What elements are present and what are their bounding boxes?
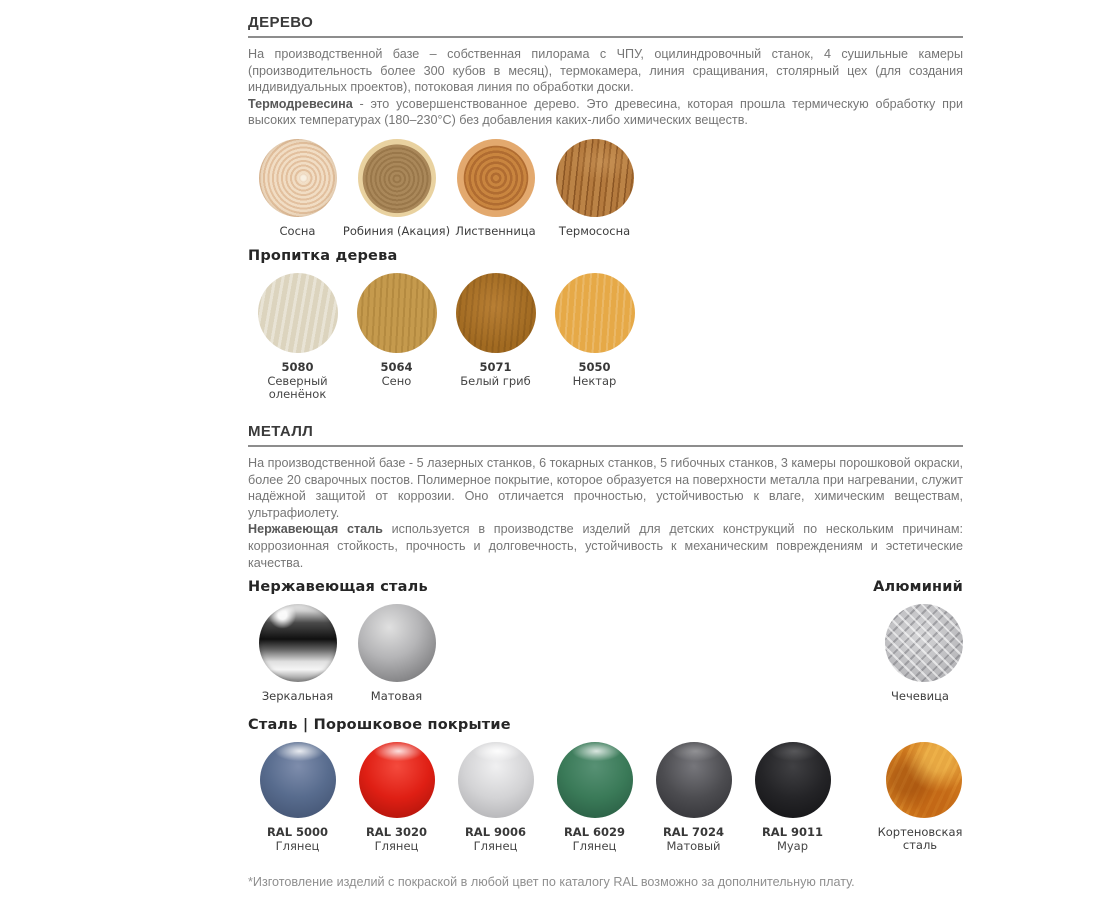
ral-6029-sample: [545, 742, 644, 853]
robinia-label: Робиния (Акация): [342, 223, 451, 238]
wood-intro-paragraph: [248, 46, 963, 96]
ral-9006-sample: [446, 742, 545, 853]
wood-section-title: ДЕРЕВО: [248, 14, 314, 31]
wood-sample-larch: [446, 139, 545, 238]
stain-5071-code: 5071: [479, 359, 512, 374]
stain-sample-5071: [446, 273, 545, 401]
stain-5071-swatch: [456, 273, 536, 353]
metal-section-title: МЕТАЛЛ: [248, 422, 314, 440]
larch-label: Лиственница: [455, 223, 536, 238]
robinia-swatch: [358, 139, 436, 217]
matte-steel-swatch: [358, 604, 436, 682]
wood-sample-robinia: [342, 139, 451, 238]
stain-5050-code: 5050: [578, 359, 611, 374]
ral-7024-finish: Матовый: [666, 839, 721, 854]
ral-3020-swatch: [359, 742, 435, 818]
stain-5050-name: Нектар: [572, 373, 617, 388]
ral-6029-code: RAL 6029: [563, 825, 626, 840]
ral-7024-sample: [644, 742, 743, 853]
stain-sample-5050: [545, 273, 644, 401]
ral-9006-finish: Глянец: [473, 839, 518, 854]
metal-subheadings: [248, 579, 963, 596]
checker-plate-label: Чечевица: [891, 689, 949, 704]
mirror-steel-label: Зеркальная: [261, 689, 334, 704]
stain-5080-code: 5080: [281, 359, 314, 374]
stain-sample-5080: [248, 273, 347, 401]
stain-5064-swatch: [357, 273, 437, 353]
ral-9011-finish: Муар: [776, 839, 809, 854]
wood-section-divider: [248, 36, 963, 38]
stain-5064-name: Сено: [381, 373, 412, 388]
ral-9011-sample: [743, 742, 842, 853]
corten-steel-swatch: [886, 742, 962, 818]
ral-3020-code: RAL 3020: [365, 825, 428, 840]
stainless-sample-mirror: [248, 604, 347, 703]
aluminum-subtitle: Алюминий: [873, 579, 963, 596]
wood-intro-text: На производственной базе – собственная пилорама с ЧПУ, оцилиндровочный станок, 4 сушильные камеры (производительность более 300 кубов в месяц), термокамера, линия сращивания, столярный цех (для создания индивидуальных проектов), потоковая линия по обработки доски.: [248, 47, 963, 95]
ral-3020-sample: [347, 742, 446, 853]
ral-5000-sample: [248, 742, 347, 853]
stain-5080-swatch: [258, 273, 338, 353]
stainless-text: используется в производстве изделий для детских конструкций по нескольким причинам: коррозионная стойкость, прочность и долговечность, устойчивость к механическим повреждениям и эстетические качества.: [248, 522, 963, 570]
ral-6029-finish: Глянец: [572, 839, 617, 854]
ral-7024-swatch: [656, 742, 732, 818]
corten-steel-label: Кортеновская сталь: [877, 825, 963, 853]
wood-sample-thermopine: [545, 139, 644, 238]
stain-5080-name: Северный оленёнок: [267, 373, 328, 401]
ral-3020-finish: Глянец: [374, 839, 419, 854]
pine-swatch: [259, 139, 337, 217]
thermopine-swatch: [556, 139, 634, 217]
mirror-steel-swatch: [259, 604, 337, 682]
corten-sample: [877, 742, 963, 853]
powder-colors-row: [248, 742, 963, 853]
wood-thermo-paragraph: [248, 96, 963, 129]
thermo-lead: Термодревесина: [248, 96, 353, 111]
thermo-text: - это усовершенствованное дерево. Это древесина, которая прошла термическую обработку при высоких температурах (180–230°С) без добавления каких-либо химических веществ.: [248, 96, 963, 128]
metal-intro-text: На производственной базе - 5 лазерных станков, 6 токарных станков, 5 гибочных станков, 3 камеры порошковой окраски, более 20 сварочных постов. Полимерное покрытие, которое образуется на поверхности металла при нагревании, служит надёжной защитой от коррозии. Оно отличается прочностью, устойчивостью к влаге, химическим веществам, ультрафиолету.: [248, 455, 963, 520]
stain-row: [248, 273, 963, 401]
ral-5000-finish: Глянец: [275, 839, 320, 854]
ral-9006-code: RAL 9006: [464, 825, 527, 840]
ral-9011-code: RAL 9011: [761, 825, 824, 840]
stainless-lead: Нержавеющая сталь: [248, 522, 383, 537]
aluminum-sample-checker: [885, 604, 963, 703]
checker-plate-swatch: [885, 604, 963, 682]
pine-label: Сосна: [279, 223, 316, 238]
larch-swatch: [457, 139, 535, 217]
powder-subtitle: Сталь | Порошковое покрытие: [248, 717, 511, 734]
stain-subtitle: Пропитка дерева: [248, 247, 398, 264]
stainless-sample-matte: [347, 604, 446, 703]
wood-species-row: [248, 139, 963, 238]
matte-steel-label: Матовая: [370, 689, 423, 704]
ral-5000-swatch: [260, 742, 336, 818]
metal-finishes-row: [248, 604, 963, 703]
ral-footnote: *Изготовление изделий с покраской в любой цвет по каталогу RAL возможно за дополнительную плату.: [248, 875, 855, 890]
wood-sample-pine: [248, 139, 347, 238]
ral-9006-swatch: [458, 742, 534, 818]
metal-intro-paragraph: [248, 455, 963, 521]
stain-5071-name: Белый гриб: [460, 373, 531, 388]
catalog-content: [248, 0, 963, 902]
stain-sample-5064: [347, 273, 446, 401]
stainless-subtitle: Нержавеющая сталь: [248, 579, 428, 596]
ral-5000-code: RAL 5000: [266, 825, 329, 840]
ral-7024-code: RAL 7024: [662, 825, 725, 840]
ral-6029-swatch: [557, 742, 633, 818]
thermopine-label: Термососна: [558, 223, 631, 238]
stain-5050-swatch: [555, 273, 635, 353]
metal-section-divider: [248, 445, 963, 447]
ral-9011-swatch: [755, 742, 831, 818]
metal-stainless-paragraph: [248, 521, 963, 571]
stain-5064-code: 5064: [380, 359, 413, 374]
